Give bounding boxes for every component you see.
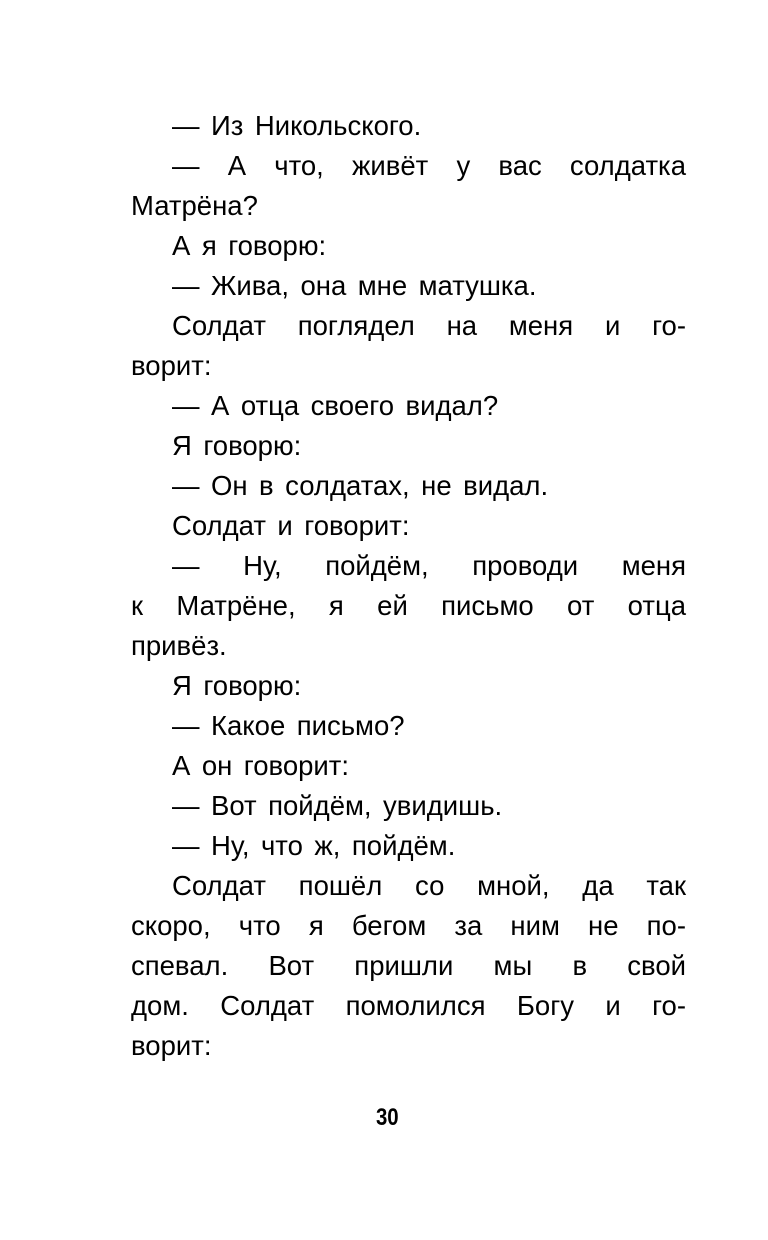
text-line: Солдат пошёл со мной, да так	[172, 870, 686, 901]
text-line: дом. Солдат помолился Богу и го-	[131, 990, 686, 1021]
text-line: Я говорю:	[172, 430, 302, 461]
text-line: Солдат и говорит:	[172, 510, 410, 541]
text-line: — А отца своего видал?	[172, 390, 499, 421]
text-line: привёз.	[131, 630, 227, 661]
page-number: 30	[375, 1104, 399, 1131]
text-line: ворит:	[131, 350, 212, 381]
text-line: — Какое письмо?	[172, 710, 405, 741]
text-line: — Вот пойдём, увидишь.	[172, 790, 503, 821]
text-line: скоро, что я бегом за ним не по-	[131, 910, 686, 941]
text-line: — Ну, пойдём, проводи меня	[172, 550, 686, 581]
text-line: Я говорю:	[172, 670, 302, 701]
text-line: спевал. Вот пришли мы в свой	[131, 950, 686, 981]
text-line: — А что, живёт у вас солдатка	[172, 150, 686, 181]
text-line: к Матрёне, я ей письмо от отца	[131, 590, 686, 621]
text-line: — Из Никольского.	[172, 110, 422, 141]
text-line: А он говорит:	[172, 750, 350, 781]
text-line: Солдат поглядел на меня и го-	[172, 310, 686, 341]
text-line: ворит:	[131, 1030, 212, 1061]
text-line: — Он в солдатах, не видал.	[172, 470, 549, 501]
page-body-text	[131, 106, 686, 1066]
text-line: — Ну, что ж, пойдём.	[172, 830, 456, 861]
text-line: — Жива, она мне матушка.	[172, 270, 537, 301]
text-line: Матрёна?	[131, 190, 258, 221]
text-line: А я говорю:	[172, 230, 327, 261]
